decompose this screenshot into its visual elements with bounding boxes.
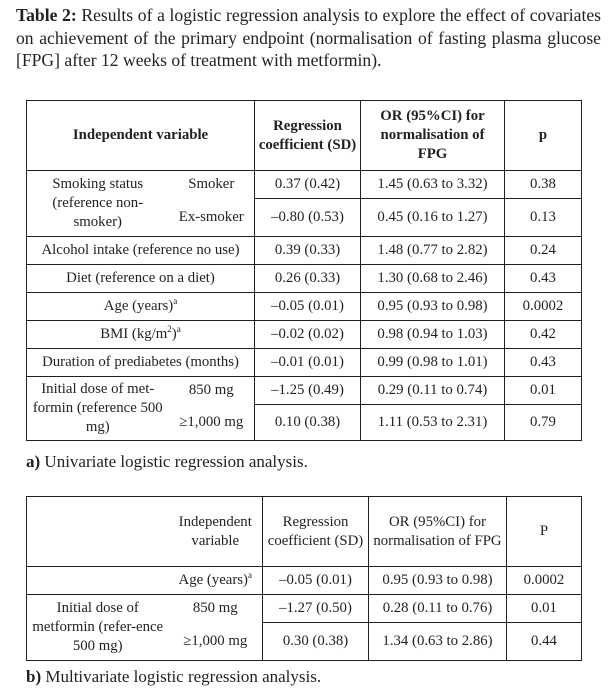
- age-empty: [27, 567, 169, 595]
- diet-label: Diet (reference on a diet): [27, 265, 255, 293]
- caption-text: Results of a logistic regression analysis to explore the effect of covariates on achievement of the primary endpoint (normalisation of fasting plasma glucose [FPG] after 12 weeks of treatment with metformin).: [16, 5, 602, 70]
- dose-level: 850 mg: [169, 595, 263, 623]
- alcohol-label: Alcohol intake (reference no use): [27, 237, 255, 265]
- coef-cell: 0.10 (0.38): [255, 405, 361, 441]
- coef-cell: 0.26 (0.33): [255, 265, 361, 293]
- dose-level: ≥1,000 mg: [169, 405, 255, 441]
- table-row: [27, 171, 582, 199]
- coef-cell: 0.37 (0.42): [255, 171, 361, 199]
- p-cell: 0.43: [505, 265, 582, 293]
- dose-level: ≥1,000 mg: [169, 623, 263, 661]
- table-row: [27, 377, 582, 405]
- or-cell: 0.28 (0.11 to 0.76): [369, 595, 507, 623]
- footnote-marker: a: [247, 570, 252, 580]
- or-cell: 1.48 (0.77 to 2.82): [361, 237, 505, 265]
- coef-cell: –0.80 (0.53): [255, 199, 361, 237]
- header-p: p: [505, 101, 582, 171]
- or-cell: 1.45 (0.63 to 3.32): [361, 171, 505, 199]
- univariate-caption: [26, 452, 308, 472]
- or-cell: 0.98 (0.94 to 1.03): [361, 321, 505, 349]
- header-row: [27, 497, 582, 567]
- or-cell: 1.30 (0.68 to 2.46): [361, 265, 505, 293]
- univariate-table: [26, 100, 582, 441]
- table-row: [27, 293, 582, 321]
- header-regression-coefficient: Regression coefficient (SD): [263, 497, 369, 567]
- age-label: [169, 567, 263, 595]
- header-independent-variable: Independent variable: [169, 497, 263, 567]
- p-cell: 0.0002: [505, 293, 582, 321]
- p-cell: 0.01: [507, 595, 582, 623]
- bmi-label: [27, 321, 255, 349]
- dose-level: 850 mg: [169, 377, 255, 405]
- squared-marker: 2: [167, 324, 172, 334]
- p-cell: 0.01: [505, 377, 582, 405]
- or-cell: 0.95 (0.93 to 0.98): [361, 293, 505, 321]
- table-row: [27, 237, 582, 265]
- or-cell: 0.29 (0.11 to 0.74): [361, 377, 505, 405]
- coef-cell: –0.01 (0.01): [255, 349, 361, 377]
- p-cell: 0.42: [505, 321, 582, 349]
- or-cell: 1.34 (0.63 to 2.86): [369, 623, 507, 661]
- caption-label: Table 2:: [16, 5, 77, 25]
- table-row: [27, 567, 582, 595]
- or-cell: 0.99 (0.98 to 1.01): [361, 349, 505, 377]
- p-cell: 0.24: [505, 237, 582, 265]
- sub-caption-text: Univariate logistic regression analysis.: [40, 452, 308, 471]
- p-cell: 0.43: [505, 349, 582, 377]
- table-row: [27, 321, 582, 349]
- coef-cell: –1.27 (0.50): [263, 595, 369, 623]
- sub-caption-label: a): [26, 452, 41, 471]
- coef-cell: 0.30 (0.38): [263, 623, 369, 661]
- multivariate-caption: [26, 667, 321, 687]
- coef-cell: –0.05 (0.01): [255, 293, 361, 321]
- header-regression-coefficient: Regression coefficient (SD): [255, 101, 361, 171]
- coef-cell: –0.05 (0.01): [263, 567, 369, 595]
- table-row: [27, 265, 582, 293]
- smoking-level: Ex-smoker: [169, 199, 255, 237]
- smoking-level: Smoker: [169, 171, 255, 199]
- footnote-marker: a: [176, 324, 181, 334]
- dose-label: Initial dose of met-formin (reference 500 mg): [27, 377, 169, 441]
- header-empty: [27, 497, 169, 567]
- table-row: [27, 349, 582, 377]
- p-cell: 0.13: [505, 199, 582, 237]
- header-or: OR (95%CI) for normalisation of FPG: [369, 497, 507, 567]
- sub-caption-label: b): [26, 667, 42, 686]
- header-p: P: [507, 497, 582, 567]
- header-or: OR (95%CI) for normalisation of FPG: [361, 101, 505, 171]
- p-cell: 0.44: [507, 623, 582, 661]
- header-independent-variable: Independent variable: [27, 101, 255, 171]
- table-caption: [16, 4, 601, 72]
- or-cell: 1.11 (0.53 to 2.31): [361, 405, 505, 441]
- sub-caption-text: Multivariate logistic regression analysis.: [41, 667, 322, 686]
- footnote-marker: a: [173, 296, 178, 306]
- table-row: [27, 595, 582, 623]
- p-cell: 0.0002: [507, 567, 582, 595]
- p-cell: 0.38: [505, 171, 582, 199]
- age-label: [27, 293, 255, 321]
- header-row: [27, 101, 582, 171]
- smoking-label: Smoking status (reference non-smoker): [27, 171, 169, 237]
- bmi-label-close: ): [171, 326, 177, 342]
- bmi-label-text: BMI (kg/m: [100, 326, 168, 342]
- duration-label: Duration of prediabetes (months): [27, 349, 255, 377]
- coef-cell: –1.25 (0.49): [255, 377, 361, 405]
- multivariate-table: [26, 496, 582, 661]
- p-cell: 0.79: [505, 405, 582, 441]
- coef-cell: –0.02 (0.02): [255, 321, 361, 349]
- age-label-text: Age (years): [103, 298, 174, 314]
- or-cell: 0.45 (0.16 to 1.27): [361, 199, 505, 237]
- dose-label: Initial dose of metformin (refer-ence 500 mg): [27, 595, 169, 661]
- or-cell: 0.95 (0.93 to 0.98): [369, 567, 507, 595]
- age-label-text: Age (years): [178, 572, 248, 588]
- coef-cell: 0.39 (0.33): [255, 237, 361, 265]
